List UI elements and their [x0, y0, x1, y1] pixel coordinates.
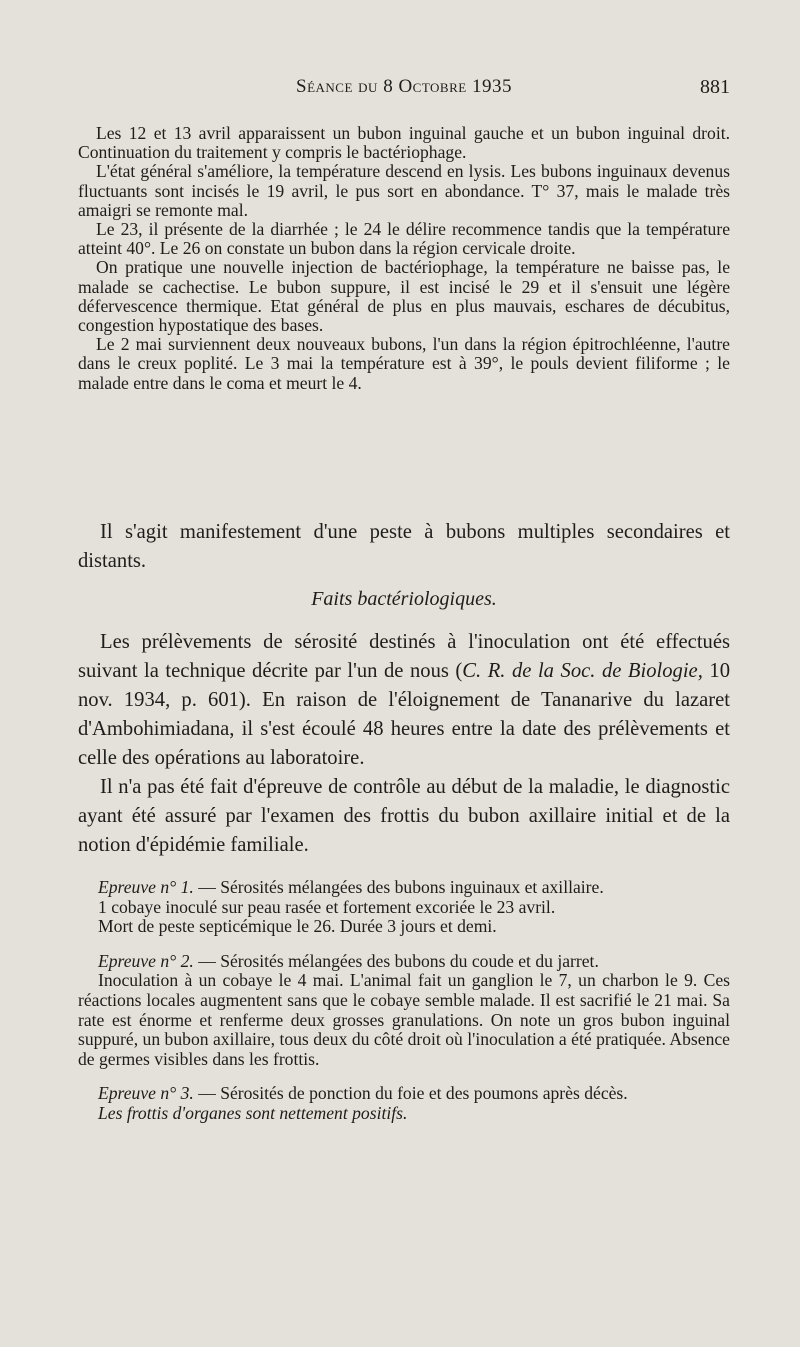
epreuve-1-heading [78, 878, 730, 898]
epreuves-list [78, 878, 730, 1124]
epreuve-text: — Sérosités de ponction du foie et des poumons après décès. [193, 1083, 628, 1104]
page-header [78, 76, 730, 104]
paragraph-part: 10 nov. 1934, p. 601). En raison de l'éloignement de Tananarive du lazaret d'Ambohimiadana, il s'est écoulé 48 heures entre la date des prélèvements et celle des opérations au laboratoire. [78, 660, 730, 769]
epreuve-1-detail: Mort de peste septicémique le 26. Durée 3 jours et demi. [98, 916, 497, 937]
spacer [78, 1069, 730, 1084]
epreuve-3-detail: Les frottis d'organes sont nettement positifs. [98, 1102, 408, 1123]
epreuve-2-heading [78, 952, 730, 972]
epreuve-label: Epreuve n° 3. [98, 1083, 194, 1104]
clinical-observation [78, 124, 730, 393]
paragraph: Les 12 et 13 avril apparaissent un bubon inguinal gauche et un bubon inguinal droit. Continuation du traitement y compris le bactériophage. [78, 123, 730, 163]
citation: C. R. de la Soc. de Biologie, [462, 660, 703, 682]
paragraph [78, 628, 730, 773]
epreuve-2-detail: Inoculation à un cobaye le 4 mai. L'animal fait un ganglion le 7, un charbon le 9. Ces réactions locales augmentent sans que le cobaye semble malade. Il est sacrifié le 21 mai. Sa rate est énorme et renferme deux grosses granulations. On note un gros bubon inguinal suppuré, un bubon axillaire, tous deux du côté droit où l'inoculation a été pratiquée. Absence de germes visibles dans les frottis. [78, 970, 730, 1069]
epreuve-label: Epreuve n° 2. [98, 950, 194, 971]
conclusion-block [78, 518, 730, 576]
running-head: Séance du 8 Octobre 1935 [296, 76, 512, 97]
paragraph: L'état général s'améliore, la température descend en lysis. Les bubons inguinaux devenus fluctuants sont incisés le 19 avril, le pus sort en abondance. T° 37, mais le malade très amaigri se remonte mal. [78, 161, 730, 220]
paragraph: On pratique une nouvelle injection de bactériophage, la température ne baisse pas, le malade se cachectise. Le bubon suppure, il est incisé le 29 et il s'ensuit une légère défervescence thermique. Etat général de plus en plus mauvais, eschares de décubitus, congestion hypostatique des bases. [78, 257, 730, 336]
paragraph-part: Les prélèvements de sérosité destinés à l'inoculation ont été effectués suivant la technique décrite par l'un de nous ( [78, 631, 730, 682]
epreuve-3-heading [78, 1084, 730, 1104]
section-heading: Faits bactériologiques. [311, 588, 497, 610]
paragraph: Le 23, il présente de la diarrhée ; le 24 le délire recommence tandis que la température atteint 40°. Le 26 on constate un bubon dans la région cervicale droite. [78, 219, 730, 259]
paragraph: Il n'a pas été fait d'épreuve de contrôle au début de la maladie, le diagnostic ayant été assuré par l'examen des frottis du bubon axillaire initial et de la notion d'épidémie familiale. [78, 776, 730, 856]
paragraph: Le 2 mai surviennent deux nouveaux bubons, l'un dans la région épitrochléenne, l'autre dans le creux poplité. Le 3 mai la température est à 39°, le pouls devient filiforme ; le malade entre dans le coma et meurt le 4. [78, 334, 730, 393]
bacteriology-text [78, 628, 730, 860]
page-number: 881 [700, 76, 730, 98]
epreuve-1-detail: 1 cobaye inoculé sur peau rasée et fortement excoriée le 23 avril. [98, 896, 556, 917]
epreuve-text: — Sérosités mélangées des bubons inguinaux et axillaire. [193, 877, 604, 897]
epreuve-text: — Sérosités mélangées des bubons du coude et du jarret. [193, 950, 599, 971]
epreuve-label: Epreuve n° 1. [98, 877, 194, 897]
spacer [78, 937, 730, 952]
conclusion-paragraph: Il s'agit manifestement d'une peste à bubons multiples secondaires et distants. [78, 521, 730, 572]
